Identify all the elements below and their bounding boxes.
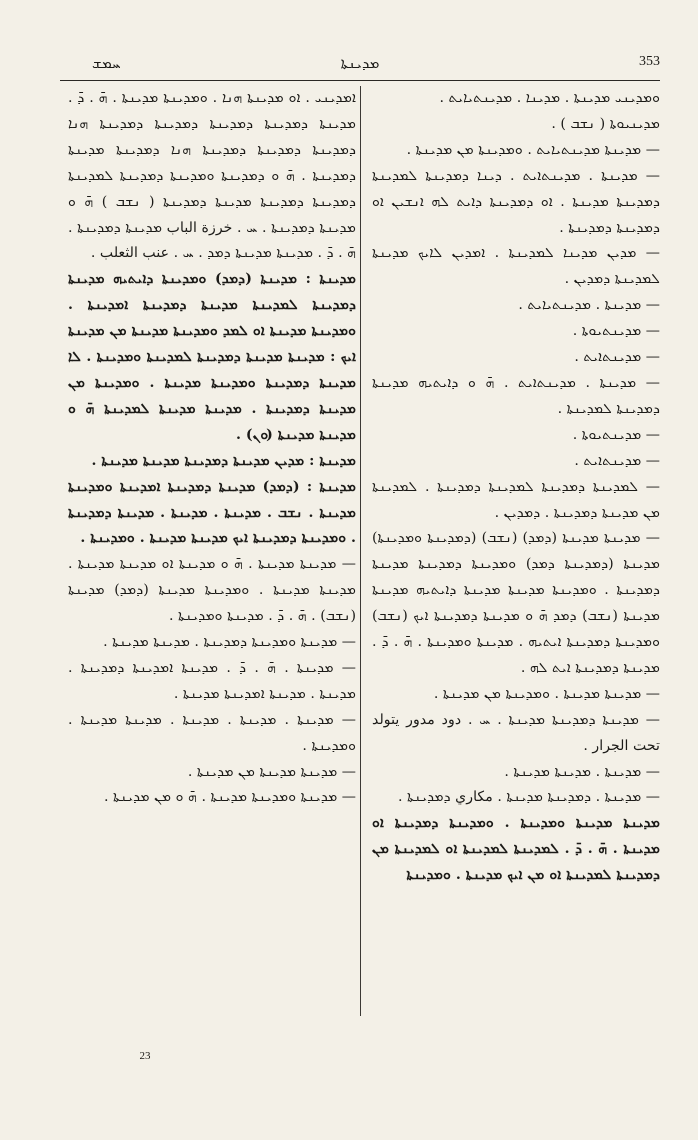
entry: — ܡܕܝܢܬܐ ܡܕܝܢܬܝܐܝܬ . ܘܡܕܝܢܬܐ ܡܢ ܡܕܝܢܬܐ . xyxy=(406,141,660,158)
entry: — ܡܕܝܢܬܐ . ܡܕܝܢܬܐܝܬ . ܕܝܢܐ ܕܡܕܝܢܬܐ ܠܡܕܝܢܬܐ ܕܡܕܝܢܬܐ ܡܕܝܢܬܐ . ܐܘ ܕܡܕܝܢܬܐ ܕܐܝܬ ܠܗ ܐܢܫܝܢ ܐܘ ܕܡܕܝܢܬܐ ܕܡܕܝܢܬܐ . xyxy=(372,167,660,236)
header-rule xyxy=(60,80,660,81)
entry: — ܡܕܝܢܬܐ ܡܕܝܢܬܐ . ܘܡܕܝܢܬܐ ܡܢ ܡܕܝܢܬܐ . xyxy=(433,685,660,702)
entry: — ܡܕܝܢܬܐ ܕܡܕܝܢܬܐ ܡܕܝܢܬܐ . ܚ . دود مدور يتولد تحت الجرار . xyxy=(372,711,660,754)
entry: — ܡܕܝܢܬܐ ܡܕܝܢܬܐ (ܕܡܕ) (ܢܫܒ) (ܕܡܕܝܢܬܐ ܘܡܕܝܢܬܐ) ܡܕܝܢܬܐ (ܕܡܕܝܢܬܐ ܕܡܕ) ܘܡܕܝܢܬܐ ܕܡܕܝܢܬܐ ܡܕܝܢܬܐ ܕܡܕܝܢܬܐ . ܘܡܕܝܢܬܐ ܡܕܝܢܬܐ ܡܕܝܢܬܐ ܕܐܝܬܝܗ ܡܕܝܢܬܐ ܡܕܝܢܬܐ (ܢܫܒ) ܕܡܕ ܗ̄ ܘ ܡܕܝܢܬܐ ܕܡܕܝܢܬܐ ܐܝܟ (ܢܫܒ) ܘܡܕܝܢܬܐ ܕܡܕܝܢܬܐ ܐܝܬܝܗ . ܡܕܝܢܬܐ ܘܡܕܝܢܬܐ . ܗ̄ . ܕ̄ . ܡܕܝܢܬܐ ܕܡܕܝܢܬܐ ܐܝܬ ܠܗ . xyxy=(372,530,660,676)
running-head-center: ܡܕܝܢܬܐ xyxy=(340,54,380,72)
entry: — ܡܕܝܢܬܐܝܬ . xyxy=(574,452,660,469)
entry: — ܡܕܝܢܬܐ . ܡܕܝܢܬܝܐܝܬ . xyxy=(518,297,660,314)
entry: — ܡܕܝܢܬܐܝܬ . xyxy=(574,349,660,366)
running-header xyxy=(60,50,660,76)
entry-headword: ܡܕܝܢܬܐ : ܡܕܝܢ ܡܕܝܢܬܐ ܕܡܕܝܢܬܐ ܡܕܝܢܬܐ ܡܕܝܢܬܐ . xyxy=(91,452,356,469)
entry: — ܡܕܝܢܬܐ ܘܡܕܝܢܬܐ ܕܡܕܝܢܬܐ . ܡܕܝܢܬܐ ܡܕܝܢܬܐ . xyxy=(103,634,356,651)
entry: — ܠܡܕܝܢܬܐ ܕܡܕܝܢܬܐ ܠܡܕܝܢܬܐ ܕܡܕܝܢܬܐ . ܠܡܕܝܢܬܐ ܡܢ ܡܕܝܢܬܐ ܕܡܕܝܢܬܐ . ܕܡܕܝܢ . xyxy=(372,478,660,521)
entry: ܡܕܝܢܝܘܬܐ ( ܢܫܒ ) . xyxy=(551,115,660,132)
entry: — ܡܕܝܢܬܐ ܘܡܕܝܢܬܐ ܡܕܝܢܬܐ . ܗ̄ ܘ ܡܢ ܡܕܝܢܬܐ . xyxy=(104,789,356,806)
left-column xyxy=(68,86,356,1006)
column-divider xyxy=(360,86,361,1016)
running-head-left: ܚܡܫ xyxy=(92,54,121,72)
entry: — ܡܕܝܢ ܡܕܝܢܐ ܠܡܕܝܢܬܐ . ܐܡܕܝܢ ܠܐܝܟ ܡܕܝܢܬܐ ܠܡܕܝܢܬܐ ܕܡܕܝܢ . xyxy=(372,245,660,288)
right-column xyxy=(372,86,660,1006)
entry: — ܡܕܝܢܬܐ . ܕܡܕܝܢܬܐ ܡܕܝܢܬܐ . مكاري ܕܡܕܝܢܬܐ . xyxy=(397,789,660,806)
entry-headword: ܡܕܝܢܬܐ ܡܕܝܢܬܐ ܘܡܕܝܢܬܐ . ܘܡܕܝܢܬܐ ܕܡܕܝܢܬܐ ܐܘ ܡܕܝܢܬܐ . ܗ̄ . ܕ̄ . ܠܡܕܝܢܬܐ ܠܡܕܝܢܬܐ ܐܘ ܠܡܕܝܢܬܐ ܡܢ ܕܡܕܝܢܬܐ ܠܡܕܝܢܬܐ ܐܘ ܡܢ ܐܝܟ ܡܕܝܢܬܐ . ܘܡܕܝܢܬܐ xyxy=(372,815,660,884)
entry: — ܡܕܝܢܬܐ . ܡܕܝܢܬܐܝܬ . ܗ̄ ܘ ܕܐܝܬܝܗ ܡܕܝܢܬܐ ܕܡܕܝܢܬܐ ܠܡܕܝܢܬܐ . xyxy=(372,374,660,417)
page-number: 353 xyxy=(639,54,660,69)
entry: — ܡܕܝܢܬܝܘܬܐ . xyxy=(572,323,660,340)
entry: — ܡܕܝܢܬܐ ܡܕܝܢܬܐ . ܗ̄ ܘ ܡܕܝܢܬܐ ܐܘ ܡܕܝܢܬܐ ܡܕܝܢܬܐ . ܡܕܝܢܬܐ ܡܕܝܢܬܐ . ܘܡܕܝܢܬܐ ܡܕܝܢܬܐ (ܕܡܕ) ܡܕܝܢܬܐ (ܢܫܒ) . ܗ̄ . ܕ̄ . ܡܕܝܢܬܐ ܘܡܕܝܢܬܐ . xyxy=(68,556,356,625)
entry-headword: ܡܕܝܢܬܐ : ܡܕܝܢܬܐ (ܕܡܕ) ܘܡܕܝܢܬܐ ܕܐܝܬܝܗ ܡܕܝܢܬܐ ܕܡܕܝܢܬܐ ܠܡܕܝܢܬܐ ܡܕܝܢܬܐ ܕܡܕܝܢܬܐ ܐܡܕܝܢܬܐ . ܘܡܕܝܢܬܐ ܡܕܝܢܬܐ ܐܘ ܠܡܕ ܘܡܕܝܢܬܐ ܡܕܝܢܬܐ ܡܢ ܡܕܝܢܬܐ ܐܝܟ : ܡܕܝܢܬܐ ܡܕܝܢܬܐ ܕܡܕܝܢܬܐ ܠܡܕܝܢܬܐ ܘܡܕܝܢܬܐ . ܠܐ ܡܕܝܢܬܐ ܕܡܕܝܢܬܐ ܘܡܕܝܢܬܐ ܡܕܝܢܬܐ . ܘܡܕܝܢܬܐ ܡܢ ܡܕܝܢܬܐ ܕܡܕܝܢܬܐ . ܡܕܝܢܬܐ ܡܕܝܢܬܐ ܠܡܕܝܢܬܐ ܗ̄ ܘ ܡܕܝܢܬܐ ܡܕܝܢܬܐ (ܘܢ) . xyxy=(68,271,356,443)
entry: — ܡܕܝܢܬܐ . ܗ̄ . ܕ̄ . ܡܕܝܢܬܐ ܐܡܕܝܢܬܐ ܕܡܕܝܢܬܐ . ܡܕܝܢܬܐ . ܡܕܝܢܬܐ ܐܡܕܝܢܬܐ ܡܕܝܢܬܐ . xyxy=(68,659,356,702)
entry-headword: ܡܕܝܢܬܐ : (ܕܡܕ) ܡܕܝܢܬܐ ܕܡܕܝܢܬܐ ܐܡܕܝܢܬܐ ܘܡܕܝܢܬܐ ܡܕܝܢܬܐ . ܢܫܒ . ܡܕܝܢܬܐ . ܡܕܝܢܬܐ . ܡܕܝܢܬܐ ܕܡܕܝܢܬܐ . ܘܡܕܝܢܬܐ ܕܡܕܝܢܬܐ ܐܝܟ ܡܕܝܢܬܐ ܡܕܝܢܬܐ . ܘܡܕܝܢܬܐ . xyxy=(68,478,356,547)
signature-mark: 23 xyxy=(139,1050,151,1062)
entry: — ܡܕܝܢܬܝܘܬܐ . xyxy=(572,426,660,443)
entry: — ܡܕܝܢܬܐ . ܡܕܝܢܬܐ . ܡܕܝܢܬܐ . ܡܕܝܢܬܐ ܡܕܝܢܬܐ . ܘܡܕܝܢܬܐ . xyxy=(68,711,356,754)
entry: — ܡܕܝܢܬܐ . ܡܕܝܢܬܐ ܡܕܝܢܬܐ . xyxy=(504,763,660,780)
entry: ܐܡܕܝܢܝ . ܐܘ ܡܕܝܢܬܐ ܗܢܐ . ܘܡܕܝܢܬܐ ܡܕܝܢܬܐ . ܗ̄ . ܕ̄ . ܡܕܝܢܬܐ ܕܡܕܝܢܬܐ ܕܡܕܝܢܬܐ ܕܡܕܝܢܬܐ ܕܡܕܝܢܬܐ ܗܢܐ ܕܡܕܝܢܬܐ ܕܡܕܝܢܬܐ ܕܡܕܝܢܬܐ ܗܢܐ ܕܡܕܝܢܬܐ ܡܕܝܢܬܐ ܕܡܕܝܢܬܐ . ܗ̄ ܘ ܕܡܕܝܢܬܐ ܘܡܕܝܢܬܐ ܕܡܕܝܢܬܐ ܠܡܕܝܢܬܐ ܕܡܕܝܢܬܐ ܕܡܕܝܢܬܐ ܡܕܝܢܬܐ ܕܡܕܝܢܬܐ ( ܢܫܒ ) ܗ̄ ܘ ܡܕܝܢܬܐ ܕܡܕܝܢܬܐ . ܚ . خرزة الباب ܡܕܝܢܬܐ ܕܡܕܝܢܬܐ . ܗ̄ . ܕ̄ . ܡܕܝܢܬܐ ܡܕܝܢܬܐ ܕܡܕ . ܚ . عنب الثعلب . xyxy=(68,90,356,262)
entry: ܘܡܕܝܢܝ ܡܕܝܢܬܐ . ܡܕܝܢܐ . ܡܕܝܢܬܝܐܝܬ . xyxy=(439,90,660,106)
entry: — ܡܕܝܢܬܐ ܡܕܝܢܬܐ ܡܢ ܡܕܝܢܬܐ . xyxy=(187,763,356,780)
